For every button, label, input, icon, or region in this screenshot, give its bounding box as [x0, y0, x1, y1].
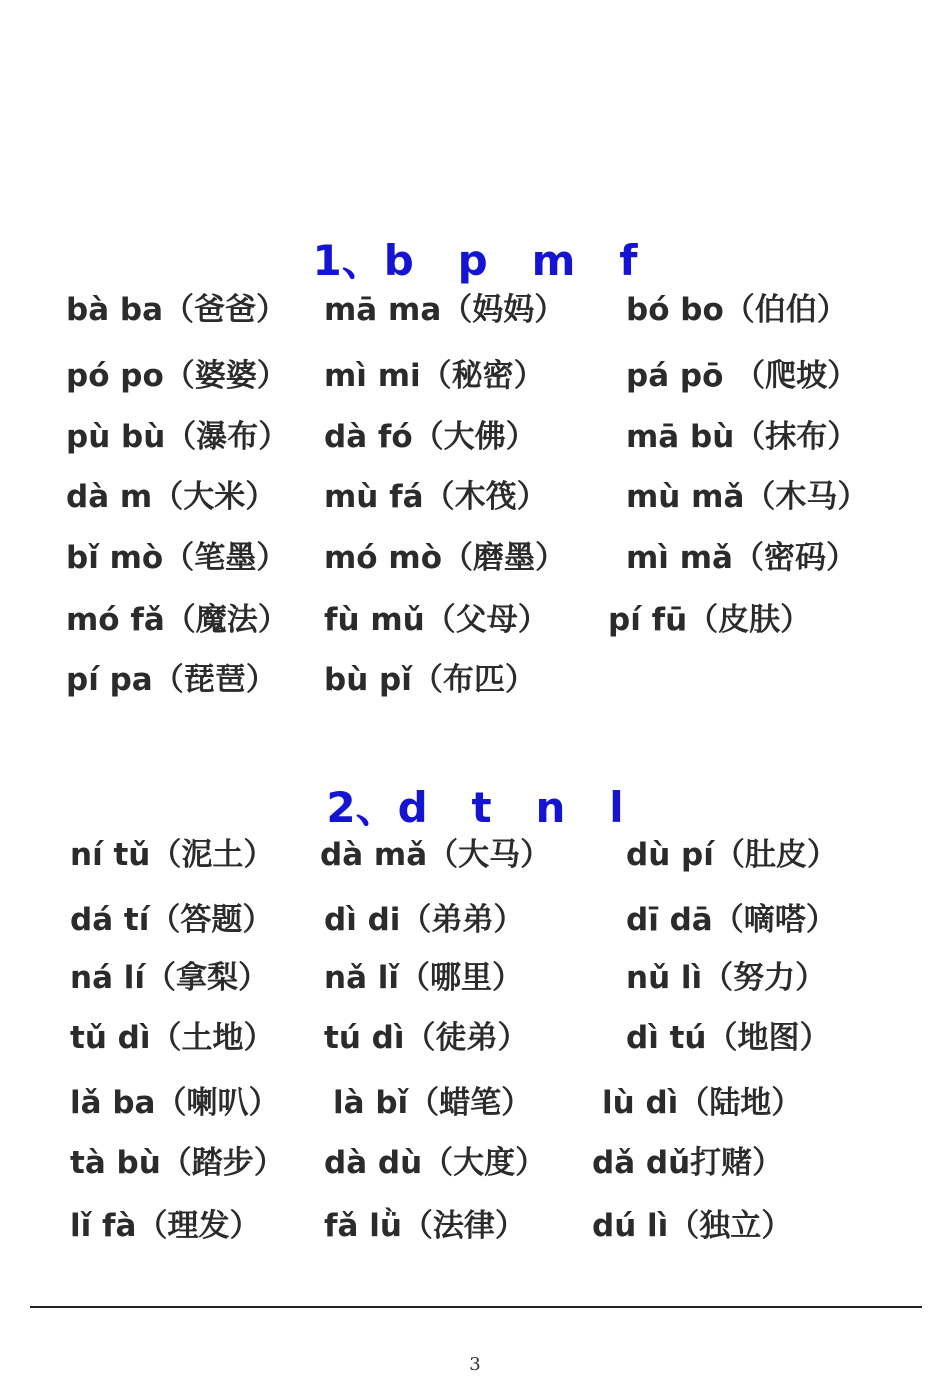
word-item: fǎ lǜ（法律）	[324, 1208, 526, 1244]
word-item: bà ba（爸爸）	[66, 292, 288, 328]
word-item: ná lí（拿梨）	[70, 960, 270, 996]
word-item: lǎ ba（喇叭）	[70, 1085, 280, 1121]
word-item: mā bù（抹布）	[626, 419, 859, 455]
word-item: pó po（婆婆）	[66, 358, 288, 394]
word-item: ní tǔ（泥土）	[70, 837, 275, 873]
word-item: mó mò（磨墨）	[324, 540, 566, 576]
word-item: dà dù（大度）	[324, 1145, 547, 1181]
word-item: mù fá（木筏）	[324, 479, 548, 515]
page-number: 3	[469, 1354, 481, 1375]
word-item: dà m（大米）	[66, 479, 277, 515]
word-item: pá pō （爬坡）	[626, 358, 859, 394]
word-item: pù bù（瀑布）	[66, 419, 290, 455]
word-item: bó bo（伯伯）	[626, 292, 848, 328]
word-item: bǐ mò（笔墨）	[66, 540, 288, 576]
section-1-heading: 1、b p m f	[312, 236, 638, 285]
word-item: mì mǎ（密码）	[626, 540, 857, 576]
word-item: dī dā（嘀嗒）	[626, 902, 837, 938]
word-item: tà bù（踏步）	[70, 1145, 285, 1181]
word-item: tǔ dì（土地）	[70, 1020, 275, 1056]
section-2-heading: 2、d t n l	[326, 783, 624, 832]
word-item: dì tú（地图）	[626, 1020, 831, 1056]
word-item: dú lì（独立）	[592, 1208, 793, 1244]
word-item: dì di（弟弟）	[324, 902, 525, 938]
word-item: pí pa（琵琶）	[66, 662, 277, 698]
word-item: dà mǎ（大马）	[320, 837, 552, 873]
word-item: mā ma（妈妈）	[324, 292, 566, 328]
word-item: mì mi（秘密）	[324, 358, 545, 394]
word-item: nǔ lì（努力）	[626, 960, 827, 996]
word-item: bù pǐ（布匹）	[324, 662, 536, 698]
word-item: dà fó（大佛）	[324, 419, 537, 455]
footer-divider	[30, 1306, 922, 1308]
word-item: lù dì（陆地）	[602, 1085, 803, 1121]
word-item: mó fǎ（魔法）	[66, 602, 289, 638]
word-item: lǐ fà（理发）	[70, 1208, 261, 1244]
word-item: dǎ dǔ打赌）	[592, 1145, 784, 1181]
word-item: tú dì（徒弟）	[324, 1020, 529, 1056]
word-item: fù mǔ（父母）	[324, 602, 549, 638]
word-item: mù mǎ（木马）	[626, 479, 869, 515]
word-item: pí fū（皮肤）	[608, 602, 812, 638]
word-item: nǎ lǐ（哪里）	[324, 960, 524, 996]
word-item: dá tí（答题）	[70, 902, 274, 938]
word-item: dù pí（肚皮）	[626, 837, 838, 873]
word-item: là bǐ（蜡笔）	[333, 1085, 533, 1121]
